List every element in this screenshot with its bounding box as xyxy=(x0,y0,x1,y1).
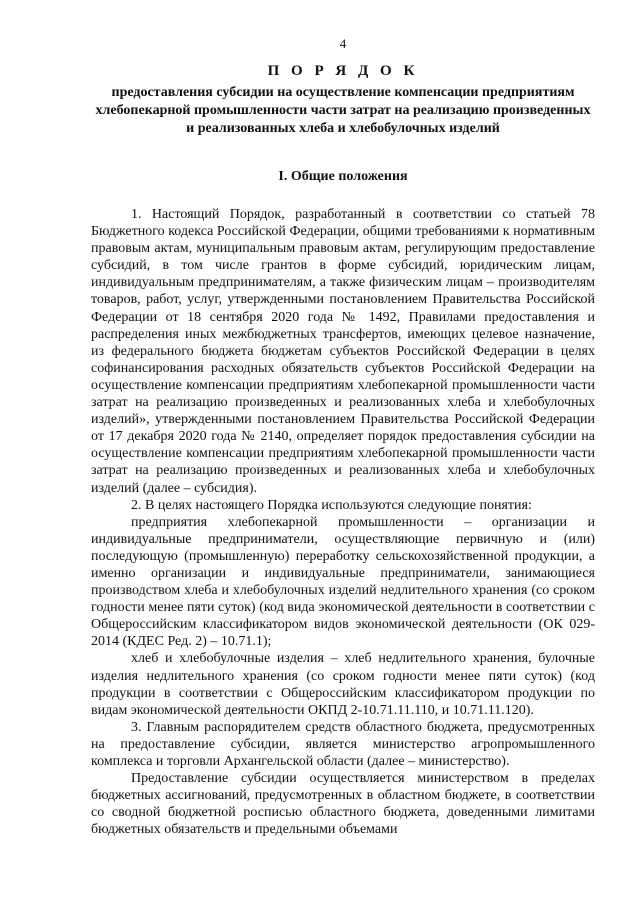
paragraph-2: 2. В целях настоящего Порядка используются следующие понятия: xyxy=(131,497,532,513)
page-number: 4 xyxy=(339,36,347,51)
document-title: П О Р Я Д О К xyxy=(267,63,419,79)
paragraph-definition-bread: хлеб и хлебобулочные изделия – хлеб недлительного хранения, булочные изделия недлительного хранения (со сроком годности менее пяти суток) (код продукции в соответствии с Общероссийским классификатором продукции по видам экономической деятельности ОКПД 2-10.71.11.110, и 10.71.11.120). xyxy=(91,651,595,718)
section-body xyxy=(91,206,595,838)
paragraph-3: 3. Главным распорядителем средств областного бюджета, предусмотренных на предоставление субсидии, является министерство агропромышленного комплекса и торговли Архангельской области (далее – министерство). xyxy=(91,719,595,769)
paragraph-4: Предоставление субсидии осуществляется министерством в пределах бюджетных ассигнований, предусмотренных в областном бюджете, в соответствии со сводной бюджетной росписью областного бюджета, доведенными лимитами бюджетных обязательств и предельными объемами xyxy=(91,771,595,838)
document-page xyxy=(91,36,595,838)
paragraph-definition-enterprises: предприятия хлебопекарной промышленности – организации и индивидуальные предприниматели, осуществляющие первичную и (или) последующую (промышленную) переработку сельскохозяйственной продукции, а именно организации и индивидуальные предприниматели, занимающиеся производством хлеба и хлебобулочных изделий недлительного хранения (со сроком годности менее пяти суток) (код вида экономической деятельности в соответствии с Общероссийским классификатором видов экономической деятельности (ОК 029-2014 (КДЕС Ред. 2) – 10.71.1); xyxy=(91,514,595,650)
section-heading: I. Общие положения xyxy=(278,169,408,184)
document-subtitle: предоставления субсидии на осуществление компенсации предприятиям хлебопекарной промышленности части затрат на реализацию произведенных и реализованных хлеба и хлебобулочных изделий xyxy=(95,85,591,136)
paragraph-1: 1. Настоящий Порядок, разработанный в соответствии со статьей 78 Бюджетного кодекса Российской Федерации, общими требованиями к нормативным правовым актам, муниципальным правовым актам, регулирующим предоставление субсидий, в том числе грантов в форме субсидий, юридическим лицам, индивидуальным предпринимателям, а также физическим лицам – производителям товаров, работ, услуг, утвержденными постановлением Правительства Российской Федерации от 18 сентября 2020 года № 1492, Правилами предоставления и распределения иных межбюджетных трансфертов, имеющих целевое назначение, из федерального бюджета бюджетам субъектов Российской Федерации в целях софинансирования расходных обязательств субъектов Российской Федерации на осуществление компенсации предприятиям хлебопекарной промышленности части затрат на реализацию произведенных и реализованных хлеба и хлебобулочных изделий», утвержденными постановлением Правительства Российской Федерации от 17 декабря 2020 года № 2140, определяет порядок предоставления субсидии на осуществление компенсации предприятиям хлебопекарной промышленности части затрат на реализацию произведенных и реализованных хлеба и хлебобулочных изделий (далее – субсидия). xyxy=(91,207,595,496)
